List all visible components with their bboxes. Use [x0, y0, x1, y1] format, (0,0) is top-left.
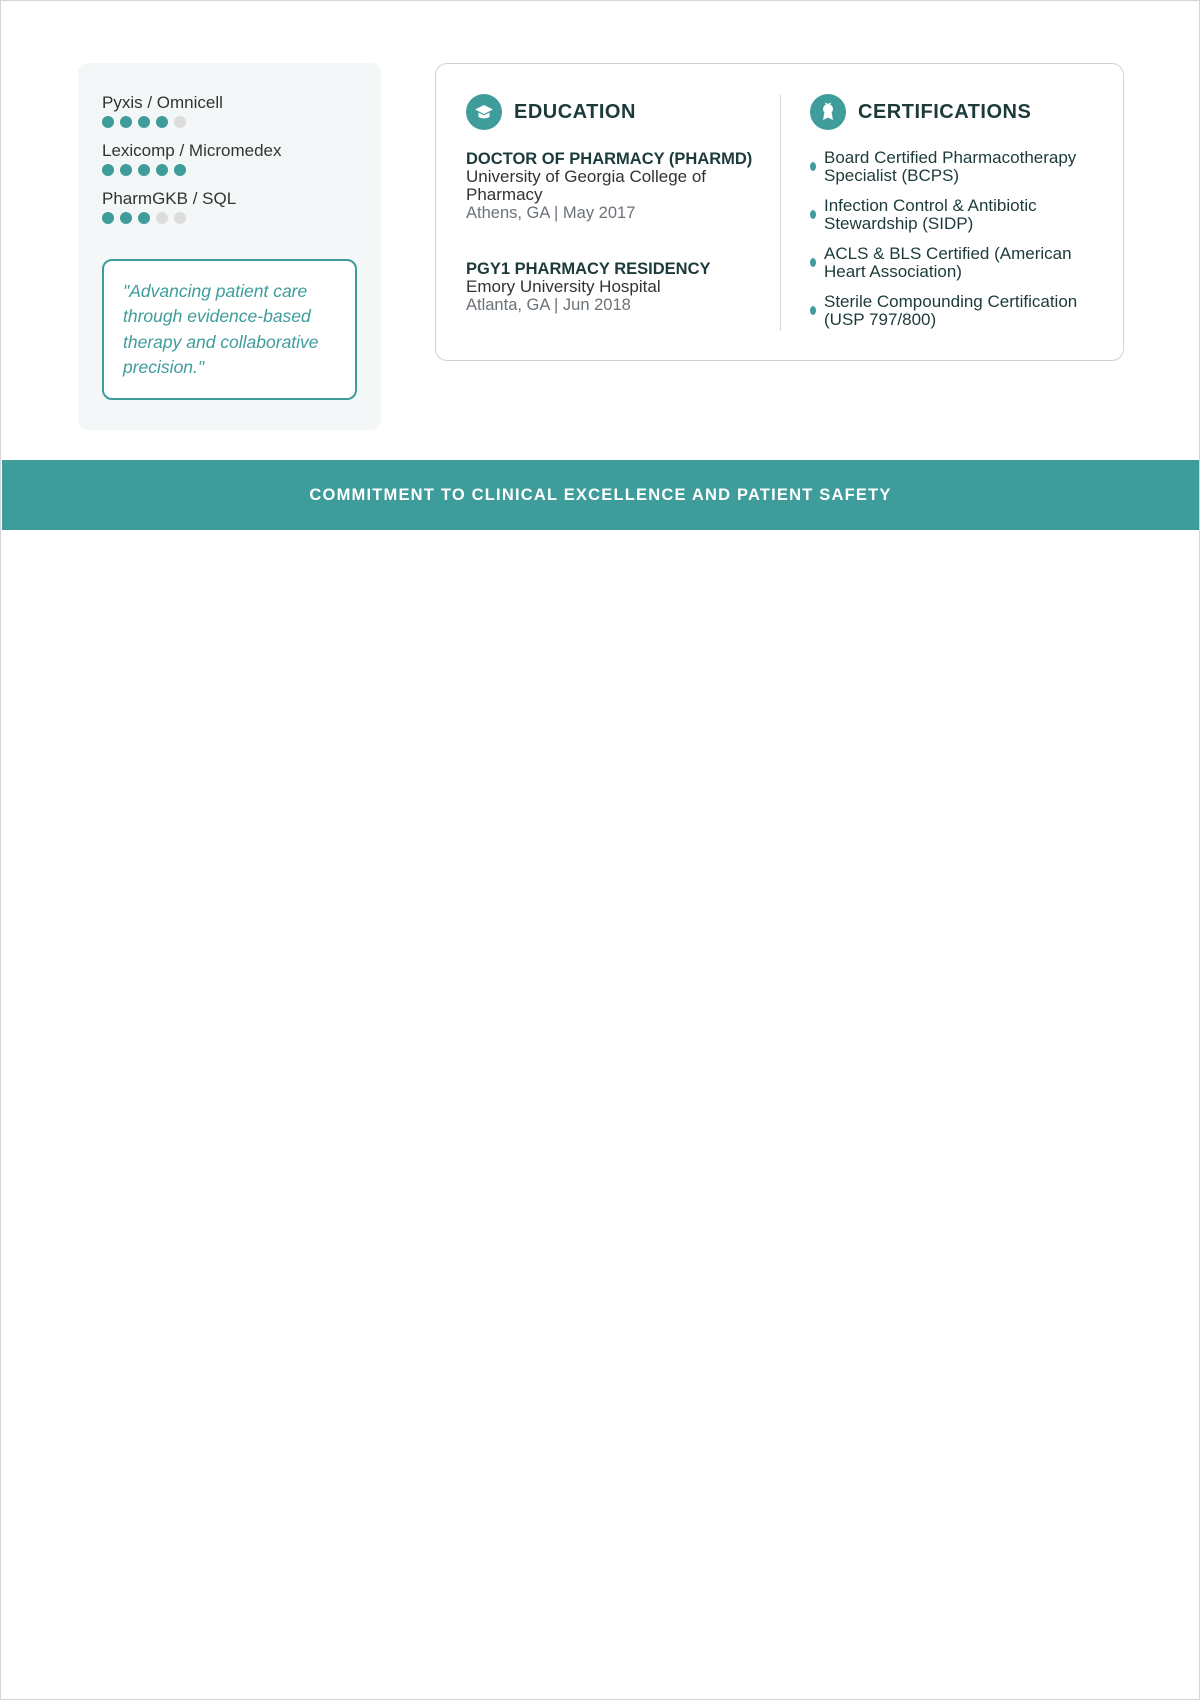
skill-rating: [102, 116, 223, 128]
section-title: CERTIFICATIONS: [858, 100, 1032, 123]
education-entry: [466, 260, 756, 314]
skill-item: [102, 141, 282, 176]
skills-panel: [78, 63, 381, 430]
skill-rating: [102, 212, 236, 224]
certification-text: ACLS & BLS Certified (American Heart Association): [824, 244, 1072, 281]
commitment-banner: [2, 460, 1199, 530]
degree: DOCTOR OF PHARMACY (PHARMD): [466, 150, 753, 168]
rating-dot-filled: [138, 116, 150, 128]
rating-dot-filled: [156, 164, 168, 176]
quote-box: "Advancing patient care through evidence-based therapy and collaborative precision.": [102, 259, 357, 400]
column-divider: [780, 95, 781, 331]
skill-item: [102, 93, 223, 128]
rating-dot-filled: [138, 164, 150, 176]
rating-dot-filled: [102, 164, 114, 176]
certification-item: [810, 245, 1100, 281]
certification-item: [810, 197, 1100, 233]
rating-dot-filled: [102, 212, 114, 224]
rating-dot-filled: [174, 164, 186, 176]
section-title: EDUCATION: [514, 100, 636, 123]
location-date: Athens, GA | May 2017: [466, 204, 636, 222]
education-heading: [466, 94, 636, 130]
bullet-dot-icon: [810, 162, 816, 171]
bullet-dot-icon: [810, 210, 816, 219]
education-certifications-card: [435, 63, 1124, 361]
rating-dot-filled: [120, 164, 132, 176]
rating-dot-empty: [174, 116, 186, 128]
education-entry: [466, 150, 756, 222]
certifications-list: [810, 149, 1100, 341]
rating-dot-filled: [138, 212, 150, 224]
banner-text: COMMITMENT TO CLINICAL EXCELLENCE AND PATIENT SAFETY: [309, 485, 892, 504]
school: University of Georgia College of Pharmacy: [466, 167, 707, 204]
skill-item: [102, 189, 236, 224]
rating-dot-empty: [174, 212, 186, 224]
certification-item: [810, 293, 1100, 329]
skill-name: Lexicomp / Micromedex: [102, 141, 282, 160]
rating-dot-empty: [156, 212, 168, 224]
rating-dot-filled: [102, 116, 114, 128]
rating-dot-filled: [120, 116, 132, 128]
rating-dot-filled: [156, 116, 168, 128]
bullet-dot-icon: [810, 258, 816, 267]
certificate-badge-icon: [810, 94, 846, 130]
skill-name: Pyxis / Omnicell: [102, 93, 223, 112]
rating-dot-filled: [120, 212, 132, 224]
skill-rating: [102, 164, 282, 176]
graduation-cap-icon: [466, 94, 502, 130]
certification-text: Infection Control & Antibiotic Stewardship (SIDP): [824, 196, 1037, 233]
location-date: Atlanta, GA | Jun 2018: [466, 296, 631, 314]
school: Emory University Hospital: [466, 277, 661, 296]
certification-item: [810, 149, 1100, 185]
certification-text: Board Certified Pharmacotherapy Specialist (BCPS): [824, 148, 1077, 185]
skill-name: PharmGKB / SQL: [102, 189, 237, 208]
degree: PGY1 PHARMACY RESIDENCY: [466, 260, 711, 278]
bullet-dot-icon: [810, 306, 816, 315]
certification-text: Sterile Compounding Certification (USP 797/800): [824, 292, 1078, 329]
certifications-heading: [810, 94, 1031, 130]
